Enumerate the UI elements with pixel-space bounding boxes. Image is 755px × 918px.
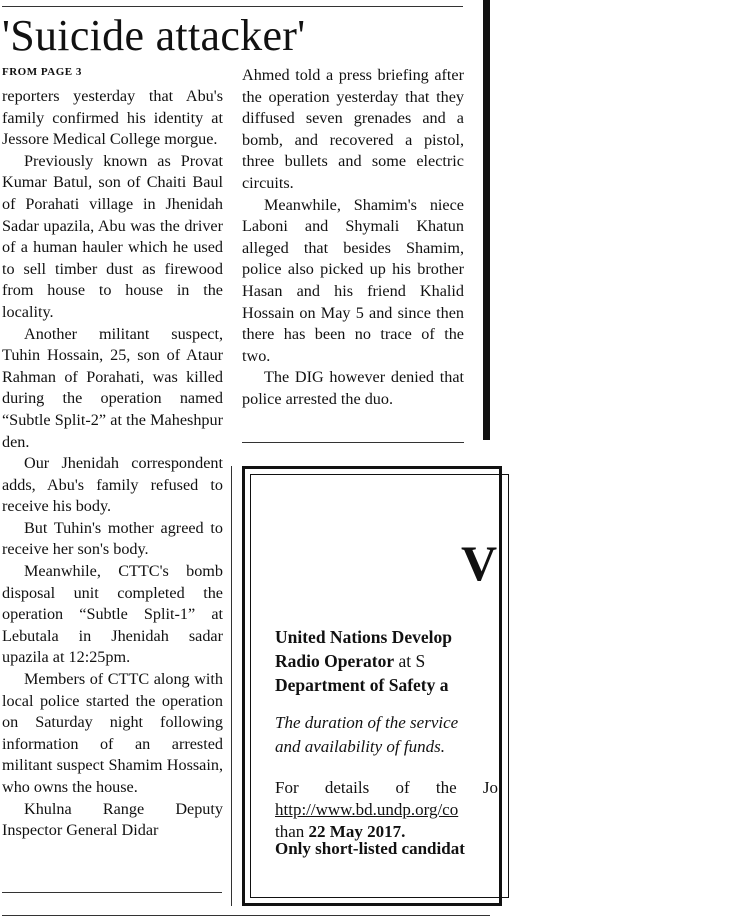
- advertisement-inner-border: [250, 474, 509, 898]
- note-line-2: and availability of funds.: [275, 737, 445, 756]
- article-column-2: [242, 65, 464, 411]
- shortlist-note: Only short-listed candidat: [275, 839, 465, 858]
- paragraph: reporters yesterday that Abu's family confirmed his identity at Jessore Medical College morgue.: [2, 87, 223, 149]
- bottom-rule: [2, 915, 490, 916]
- details-text: For details of the Jo: [275, 778, 499, 797]
- job-title: Radio Operator: [275, 651, 395, 671]
- details-url-link[interactable]: http://www.bd.undp.org/co: [275, 800, 459, 819]
- paragraph: Another militant suspect, Tuhin Hossain, 25, son of Ataur Rahman of Porahati, was killed during the operation named “Subtle Split-2” at the Maheshpur den.: [2, 324, 223, 451]
- right-edge-bar: [483, 0, 490, 440]
- org-line-1: United Nations Develop: [275, 627, 452, 647]
- paragraph: Meanwhile, Shamim's niece Laboni and Shymali Khatun alleged that besides Shamim, police also picked up his brother Hasan and his friend Khalid Hossain on May 5 and since then there has been no trace of the two.: [242, 195, 464, 365]
- details-block: [275, 777, 498, 843]
- org-line-2-at: at S: [394, 651, 426, 671]
- organization-block: [275, 625, 452, 697]
- paragraph: Members of CTTC along with local police started the operation on Saturday night following information of an arrested militant suspect Shamim Hossain, who owns the house.: [2, 670, 223, 796]
- paragraph: But Tuhin's mother agreed to receive her son's body.: [2, 518, 223, 559]
- service-duration-note: [275, 711, 458, 759]
- org-line-3: Department of Safety a: [275, 675, 449, 695]
- column-2-end-rule: [242, 442, 464, 443]
- headline: 'Suicide attacker': [2, 11, 306, 60]
- details-line-1: [275, 777, 498, 799]
- paragraph: Ahmed told a press briefing after the operation yesterday that they diffused seven grenades and a bomb, and recovered a pistol, three bullets and some electric circuits.: [242, 66, 464, 192]
- top-rule: [2, 6, 463, 7]
- paragraph: Our Jhenidah correspondent adds, Abu's family refused to receive his body.: [2, 454, 223, 516]
- job-advertisement: [242, 466, 502, 906]
- deadline-prefix: than: [275, 822, 309, 841]
- org-line-2: [275, 649, 452, 673]
- column-divider: [231, 466, 232, 906]
- advertisement-title: V: [461, 535, 498, 591]
- continued-from: FROM PAGE 3: [2, 66, 82, 78]
- paragraph: Khulna Range Deputy Inspector General Didar: [2, 799, 223, 840]
- column-1-end-rule: [2, 892, 222, 893]
- note-line-1: The duration of the service: [275, 713, 459, 732]
- article-column-1: [2, 86, 223, 842]
- paragraph: The DIG however denied that police arrested the duo.: [242, 368, 464, 408]
- deadline: 22 May 2017.: [308, 822, 406, 841]
- paragraph: Previously known as Provat Kumar Batul, son of Chaiti Baul of Porahati village in Jhenidah Sadar upazila, Abu was the driver of a human hauler which he used to sell timber dust as firewood from house to house in the locality.: [2, 151, 223, 321]
- paragraph: Meanwhile, CTTC's bomb disposal unit completed the operation “Subtle Split-1” at Lebutala in Jhenidah sadar upazila at 12:25pm.: [2, 562, 223, 667]
